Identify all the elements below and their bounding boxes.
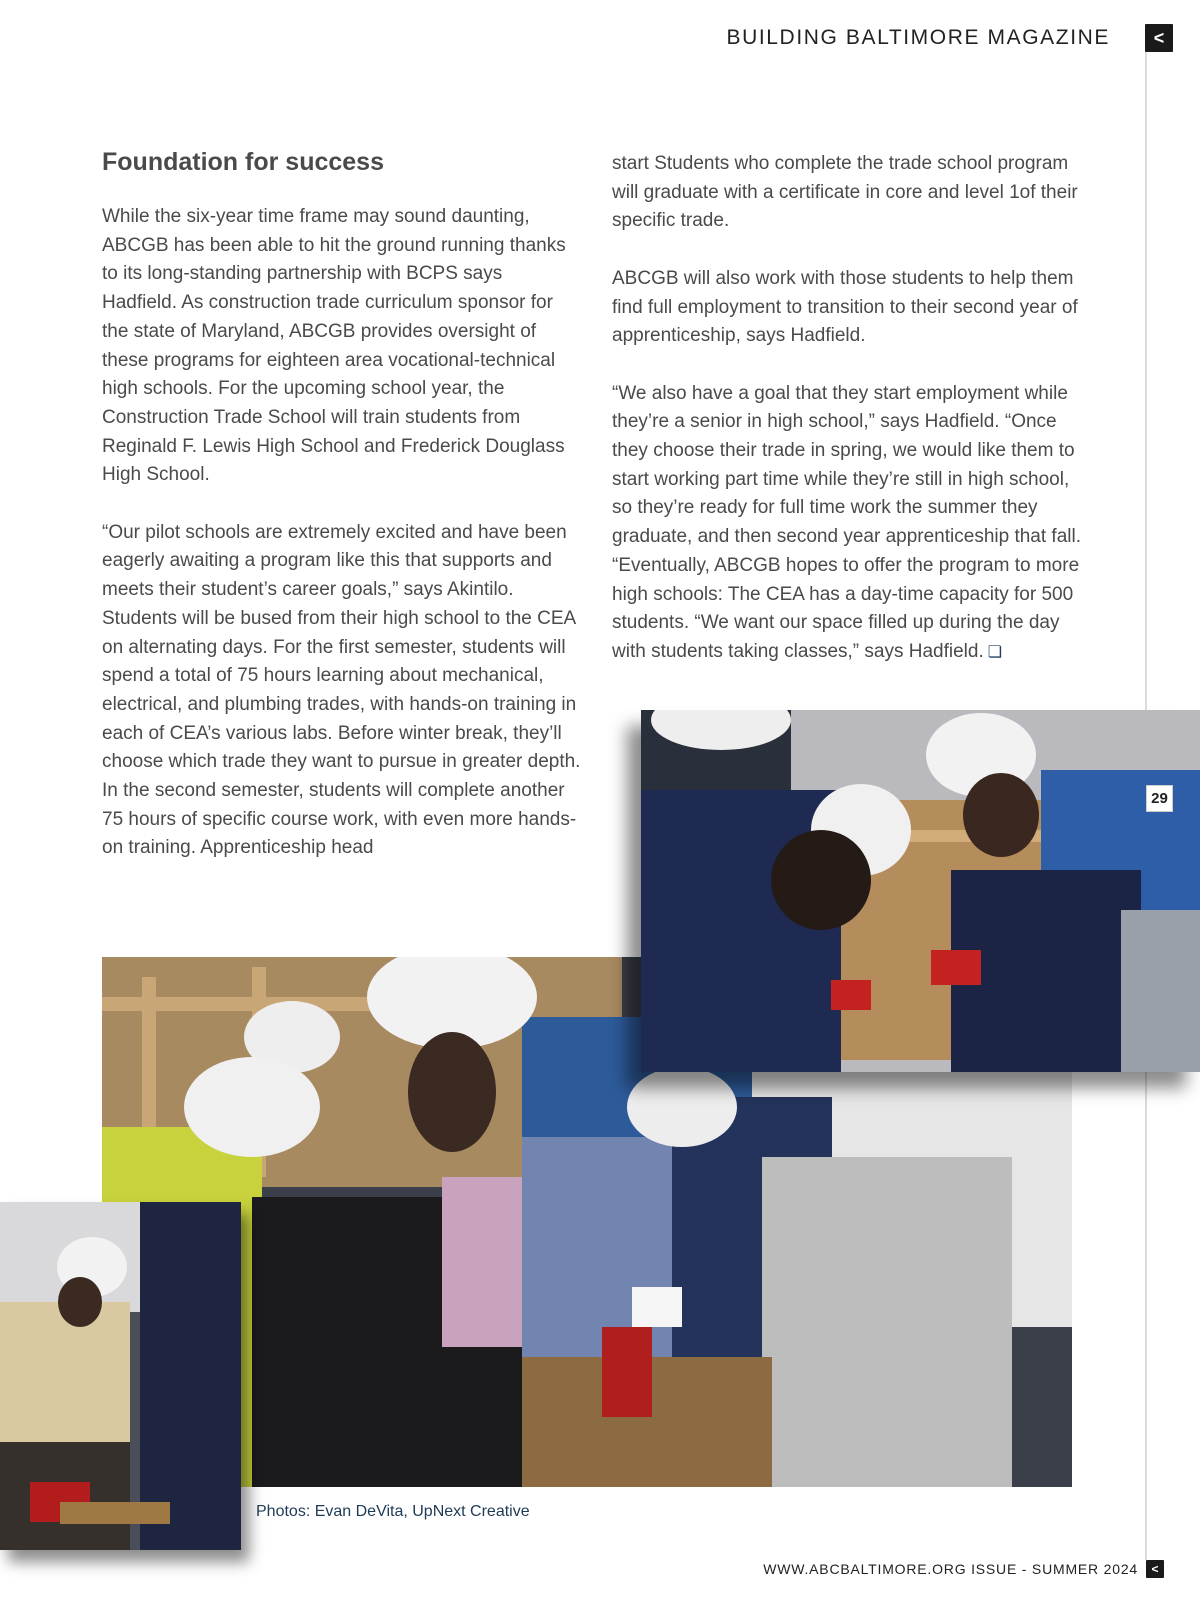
photo-credit-caption: Photos: Evan DeVita, UpNext Creative xyxy=(256,1503,530,1520)
article-paragraph: ABCGB will also work with those students to help them find full employment to transition to their second year of apprenticeship, says Hadfield. xyxy=(612,267,1078,347)
photo-students-with-tools xyxy=(641,710,1200,1072)
article-paragraph: start Students who complete the trade school program will graduate with a certificate in core and level 1of their specific trade. xyxy=(612,153,1078,232)
article-paragraph-text: “We also have a goal that they start employment while they’re a senior in high school,” says Hadfield. “Once they choose their trade in spring, we would like them to start working part time while they’re still in high school, so they’re ready for full time work the summer they graduate, and then second year apprenticeship that fall. “Eventually, ABCGB hopes to offer the program to more high schools: The CEA has a day-time capacity for 500 students. “We want our space filled up during the day with students taking classes,” says Hadfield. xyxy=(612,382,1081,662)
photo-student-drilling xyxy=(0,1202,241,1550)
article-paragraph-last xyxy=(612,380,1092,668)
magazine-masthead: BUILDING BALTIMORE MAGAZINE xyxy=(726,26,1110,49)
section-heading: Foundation for success xyxy=(102,148,384,176)
article-paragraph: “Our pilot schools are extremely excited and have been eagerly awaiting a program like this that supports and meets their student’s career goals,” says Akintilo. Students will be bused from their high school to the CEA on alternating days. For the first semester, students will spend a total of 75 hours learning about mechanical, electrical, and plumbing trades, with hands-on training in each of CEA’s various labs. Before winter break, they’ll choose which trade they want to pursue in greater depth. In the second semester, students will complete another 75 hours of specific course work, with even more hands-on training. Apprenticeship head xyxy=(102,521,581,859)
article-right-column xyxy=(612,150,1092,696)
page-number: 29 xyxy=(1146,785,1173,812)
footer-site-issue: WWW.ABCBALTIMORE.ORG ISSUE - SUMMER 2024 xyxy=(763,1561,1138,1577)
chevron-left-icon-footer[interactable]: < xyxy=(1146,1560,1164,1578)
chevron-left-icon[interactable]: < xyxy=(1145,24,1173,52)
end-of-article-mark-icon: ❏ xyxy=(987,643,1003,661)
article-left-column xyxy=(102,145,582,892)
article-paragraph: While the six-year time frame may sound daunting, ABCGB has been able to hit the ground running thanks to its long-standing partnership with BCPS says Hadfield. As construction trade curriculum sponsor for the state of Maryland, ABCGB provides oversight of these programs for eighteen area vocational-technical high schools. For the upcoming school year, the Construction Trade School will train students from Reginald F. Lewis High School and Frederick Douglass High School. xyxy=(102,206,566,486)
